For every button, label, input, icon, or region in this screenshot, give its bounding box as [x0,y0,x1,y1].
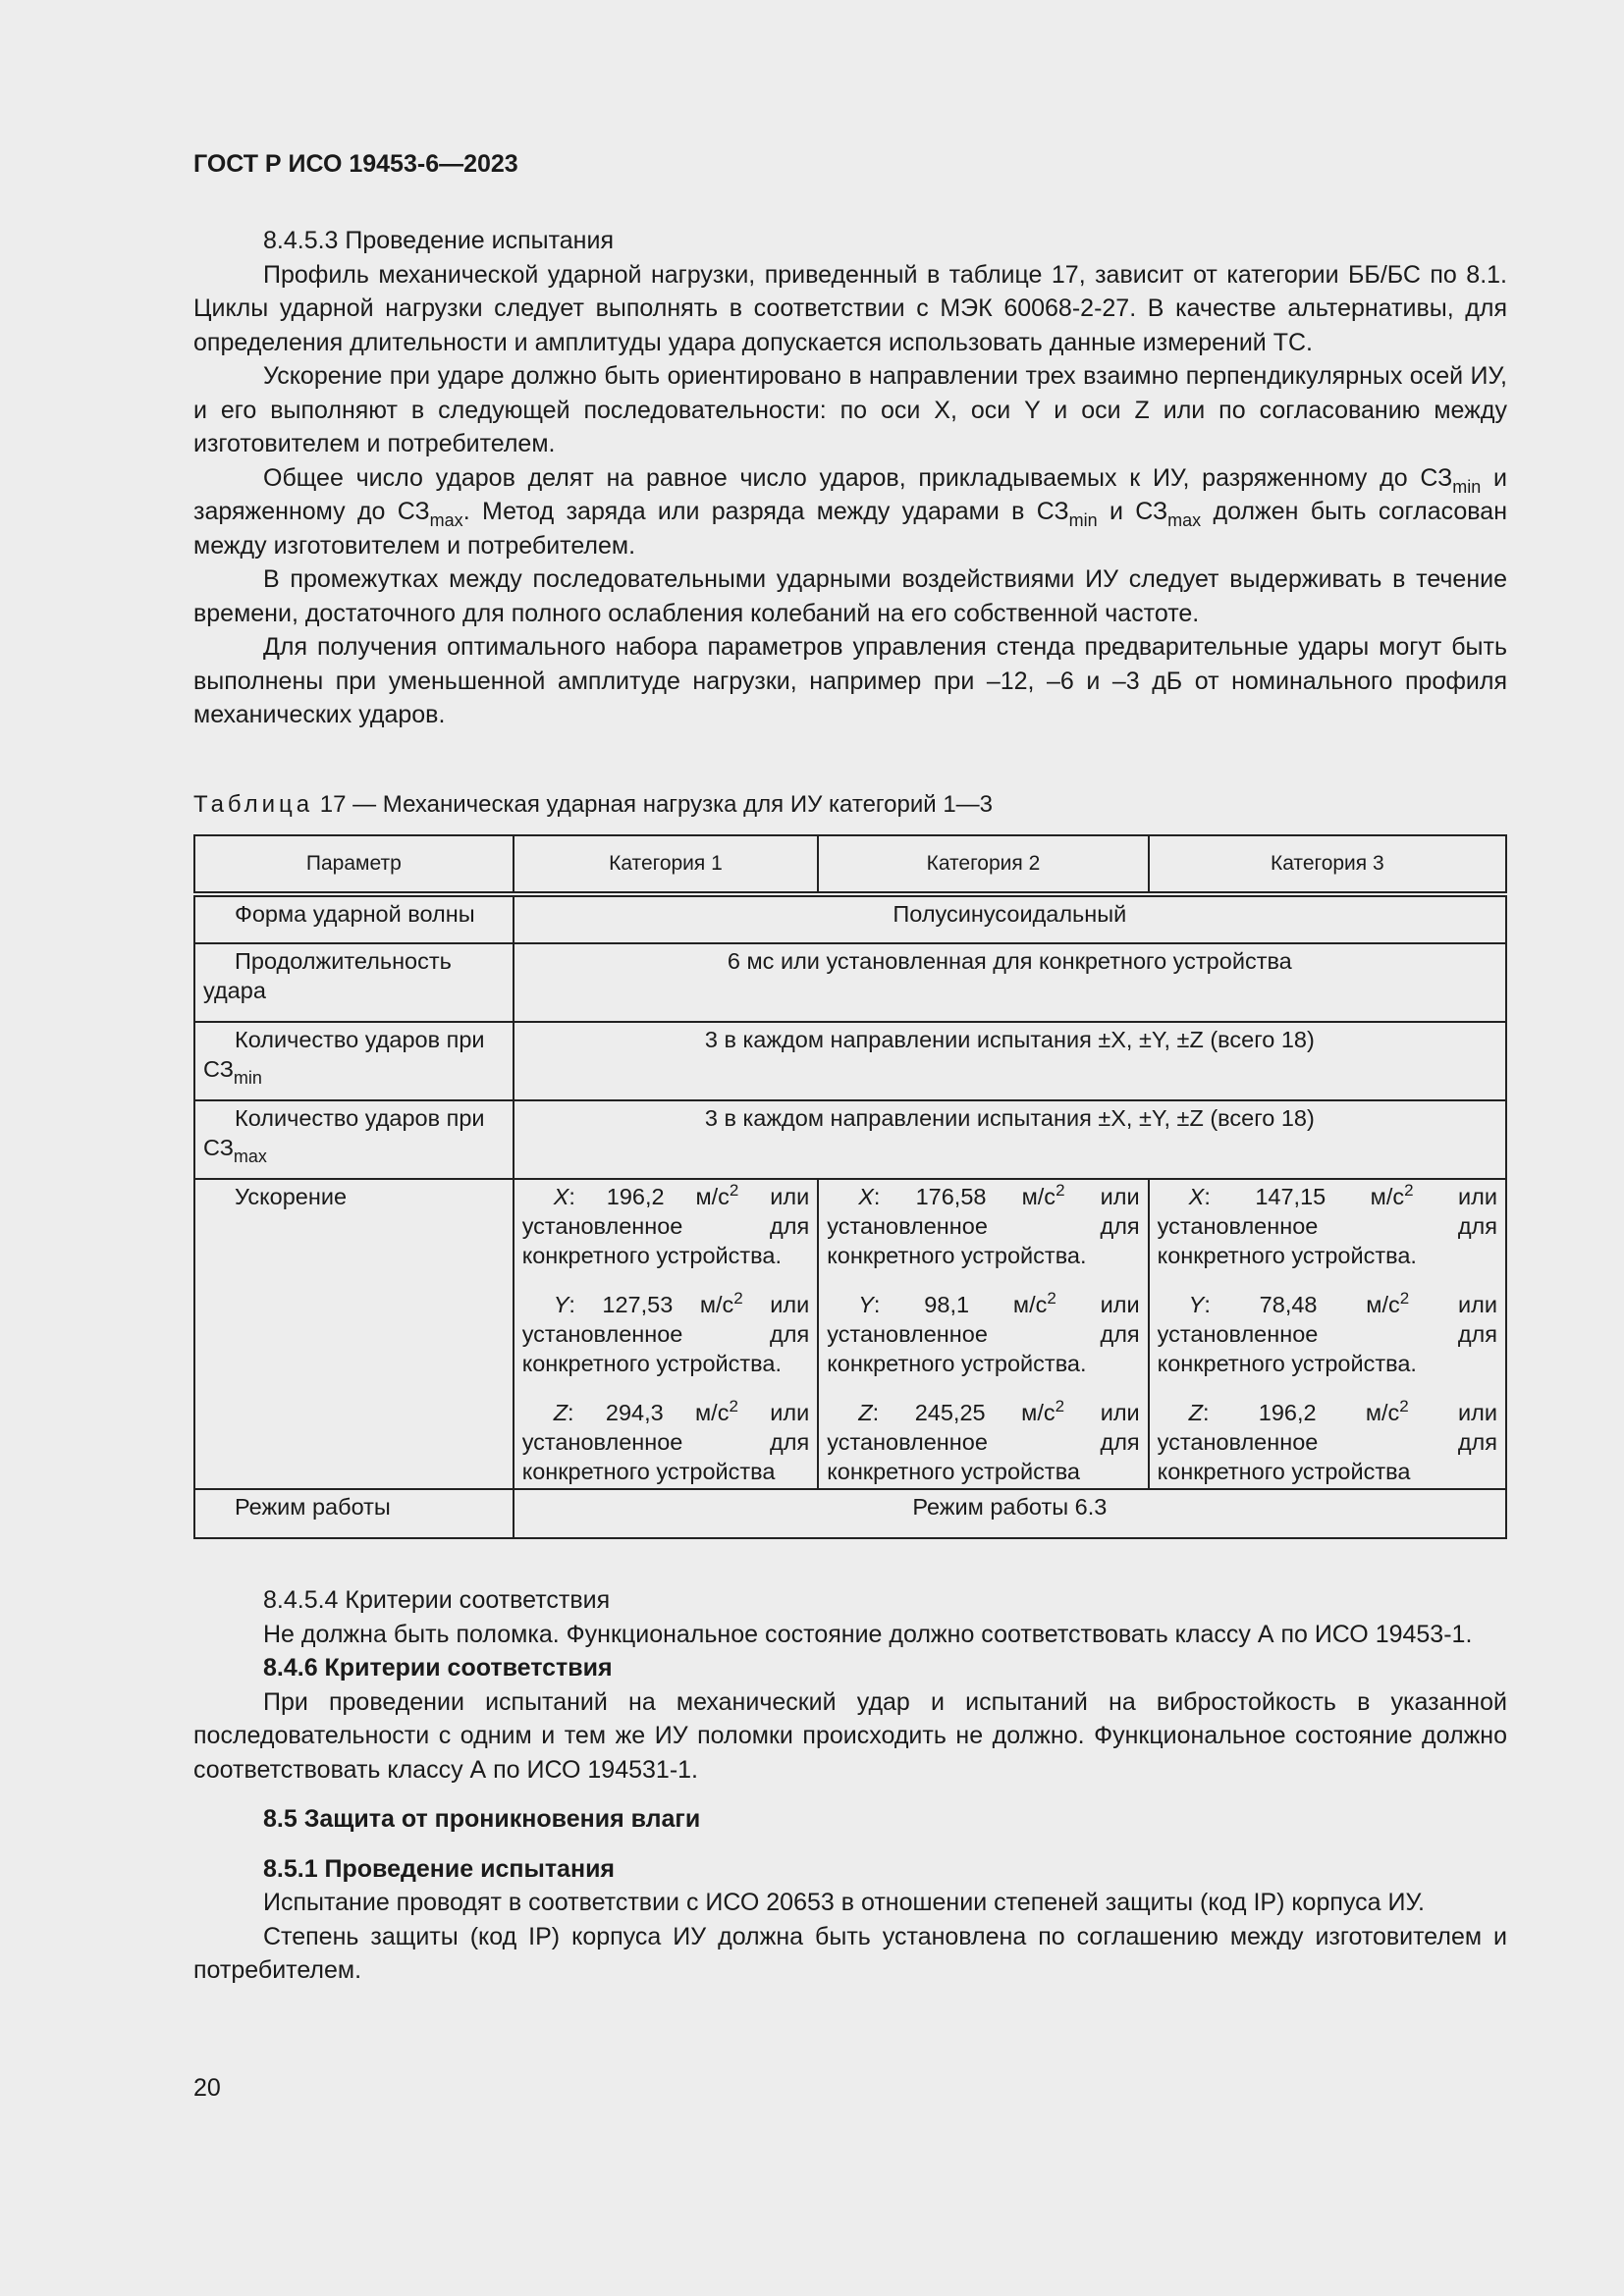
document-header: ГОСТ Р ИСО 19453-6—2023 [193,150,518,178]
row-label [194,1179,514,1489]
row-label-text: Форма ударной волны [235,901,475,927]
text-run: должен быть согласован между изготовителем и потребителем. [193,498,1508,560]
paragraph: В промежутках между последовательными ударными воздействиями ИУ следует выдерживать в течение времени, достаточного для полного ослабления колебаний на его собственной частоте. [193,565,1507,627]
row-label-text: Режим работы [235,1494,391,1520]
acceleration-x [827,1182,1139,1270]
superscript: 2 [1404,1181,1414,1200]
table-row-count-max [194,1100,1506,1179]
value: : 294,3 м/с [568,1400,730,1425]
row-label [194,1022,514,1100]
acceleration-category-2 [818,1179,1148,1489]
acceleration-z [1158,1398,1497,1486]
row-label [194,1489,514,1538]
table-row-operating-mode [194,1489,1506,1538]
row-label-text: удара [203,978,266,1003]
column-header-category-3: Категория 3 [1149,835,1506,894]
value: : 196,2 м/с [1203,1400,1400,1425]
value: : 98,1 м/с [873,1292,1048,1317]
paragraph: Профиль механической ударной нагрузки, приведенный в таблице 17, зависит от категории ББ/БС по 8.1. Циклы ударной нагрузки следует выполнять в соответствии с МЭК 60068-2-27. В качестве альтернативы, для определения длительности и амплитуды удара допускается использовать данные измерений ТС. [193,260,1507,356]
section-heading-85: 8.5 Защита от проникновения влаги [263,1805,701,1833]
row-value: 6 мс или установленная для конкретного устройства [514,943,1506,1022]
text-run: и заряженному до СЗ [193,463,1507,525]
caption-label: Таблица [193,791,314,818]
column-header-category-2: Категория 2 [818,835,1148,894]
caption-text: 17 — Механическая ударная нагрузка для ИУ категорий 1—3 [313,791,994,818]
row-label-text: Количество ударов при [235,1105,485,1131]
axis-label: X [858,1184,874,1209]
axis-label: X [553,1184,569,1209]
value-note: или установленное для конкретного устройства [827,1400,1140,1484]
acceleration-y [827,1290,1139,1378]
section-heading-8453: 8.4.5.3 Проведение испытания [263,227,614,254]
value: : 176,58 м/с [873,1184,1056,1209]
acceleration-x [522,1182,810,1270]
superscript: 2 [1399,1289,1410,1308]
value-note: или установленное для конкретного устройства. [827,1292,1140,1376]
acceleration-y [522,1290,810,1378]
page-number: 20 [193,2074,221,2102]
superscript: 2 [1056,1181,1065,1200]
acceleration-z [827,1398,1139,1486]
superscript: 2 [729,1397,738,1415]
text-run: . Метод заряда или разряда между ударами в СЗ [462,498,1069,525]
acceleration-x [1158,1182,1497,1270]
superscript: 2 [1399,1397,1409,1415]
value-note: или установленное для конкретного устройства. [521,1184,810,1268]
acceleration-category-1 [514,1179,819,1489]
value: : 196,2 м/с [568,1184,730,1209]
axis-label: Y [553,1292,569,1317]
row-label [194,894,514,943]
axis-label: Y [858,1292,874,1317]
row-label-text: Ускорение [235,1184,348,1209]
column-header-parameter: Параметр [194,835,514,894]
axis-label: Y [1188,1292,1205,1317]
value-note: или установленное для конкретного устройства. [1157,1292,1497,1376]
paragraph: Для получения оптимального набора параметров управления стенда предварительные удары могут быть выполнены при уменьшенной амплитуде нагрузки, например при –12, –6 и –3 дБ от номинального профиля механических ударов. [193,633,1507,728]
axis-label: Z [553,1400,568,1425]
superscript: 2 [1055,1397,1065,1415]
value: : 147,15 м/с [1204,1184,1405,1209]
table-row-count-min [194,1022,1506,1100]
subscript: min [1452,476,1482,497]
superscript: 2 [729,1181,739,1200]
value: : 78,48 м/с [1204,1292,1400,1317]
acceleration-z [522,1398,810,1486]
row-label-text: Количество ударов при [235,1027,485,1052]
value: : 245,25 м/с [872,1400,1056,1425]
text-run: и СЗ [1097,498,1168,525]
text-run: Общее число ударов делят на равное число ударов, прикладываемых к ИУ, разряженному до СЗ [263,463,1453,492]
section-after-table [193,1583,1507,1988]
table-caption [193,788,993,823]
superscript: 2 [733,1289,743,1308]
acceleration-category-3 [1149,1179,1506,1489]
value: : 127,53 м/с [568,1292,734,1317]
subscript: max [1167,510,1202,530]
row-value: 3 в каждом направлении испытания ±X, ±Y, ±Z (всего 18) [514,1100,1506,1179]
superscript: 2 [1047,1289,1056,1308]
section-heading-851: 8.5.1 Проведение испытания [263,1854,616,1883]
acceleration-y [1158,1290,1497,1378]
value-note: или установленное для конкретного устройства [1157,1400,1497,1484]
section-heading-846: 8.4.6 Критерии соответствия [263,1654,613,1682]
axis-label: Z [858,1400,873,1425]
shock-load-table [193,834,1507,1539]
axis-label: X [1188,1184,1205,1209]
row-label-text: СЗ [203,1056,234,1082]
subscript: max [429,510,463,530]
row-label [194,943,514,1022]
table-row-acceleration [194,1179,1506,1489]
paragraph: Ускорение при ударе должно быть ориентировано в направлении трех взаимно перпендикулярных осей ИУ, и его выполняют в следующей последовательности: по оси X, оси Y и оси Z или по согласованию между изготовителем и потребителем. [193,362,1507,457]
subscript: min [1068,510,1098,530]
row-value: Режим работы 6.3 [514,1489,1506,1538]
section-heading-8454: 8.4.5.4 Критерии соответствия [263,1586,611,1614]
table-header-row [194,835,1506,894]
paragraph: Не должна быть поломка. Функциональное состояние должно соответствовать классу А по ИСО 19453-1. [263,1620,1473,1648]
value-note: или установленное для конкретного устройства. [521,1292,810,1376]
subscript: max [233,1147,267,1166]
paragraph: Степень защиты (код IP) корпуса ИУ должна быть установлена по соглашению между изготовителем и потребителем. [193,1922,1507,1984]
column-header-category-1: Категория 1 [514,835,819,894]
table-row-duration [194,943,1506,1022]
paragraph: Испытание проводят в соответствии с ИСО 20653 в отношении степеней защиты (код IP) корпуса ИУ. [263,1889,1425,1916]
axis-label: Z [1188,1400,1204,1425]
value-note: или установленное для конкретного устройства. [1157,1184,1498,1268]
row-value: 3 в каждом направлении испытания ±X, ±Y, ±Z (всего 18) [514,1022,1506,1100]
row-value: Полусинусоидальный [514,894,1506,943]
table-row-wave-form [194,894,1506,943]
value-note: или установленное для конкретного устройства. [827,1184,1140,1268]
row-label-text: СЗ [203,1135,234,1160]
row-label [194,1100,514,1179]
row-label-text: Продолжительность [235,948,452,974]
section-8453 [193,224,1507,732]
subscript: min [233,1068,262,1088]
paragraph-shock-count [193,461,1507,563]
value-note: или установленное для конкретного устройства [521,1400,810,1484]
paragraph: При проведении испытаний на механический удар и испытаний на вибростойкость в указанной последовательности с одним и тем же ИУ поломки происходить не должно. Функциональное состояние должно соответствовать классу А по ИСО 194531-1. [193,1687,1507,1784]
